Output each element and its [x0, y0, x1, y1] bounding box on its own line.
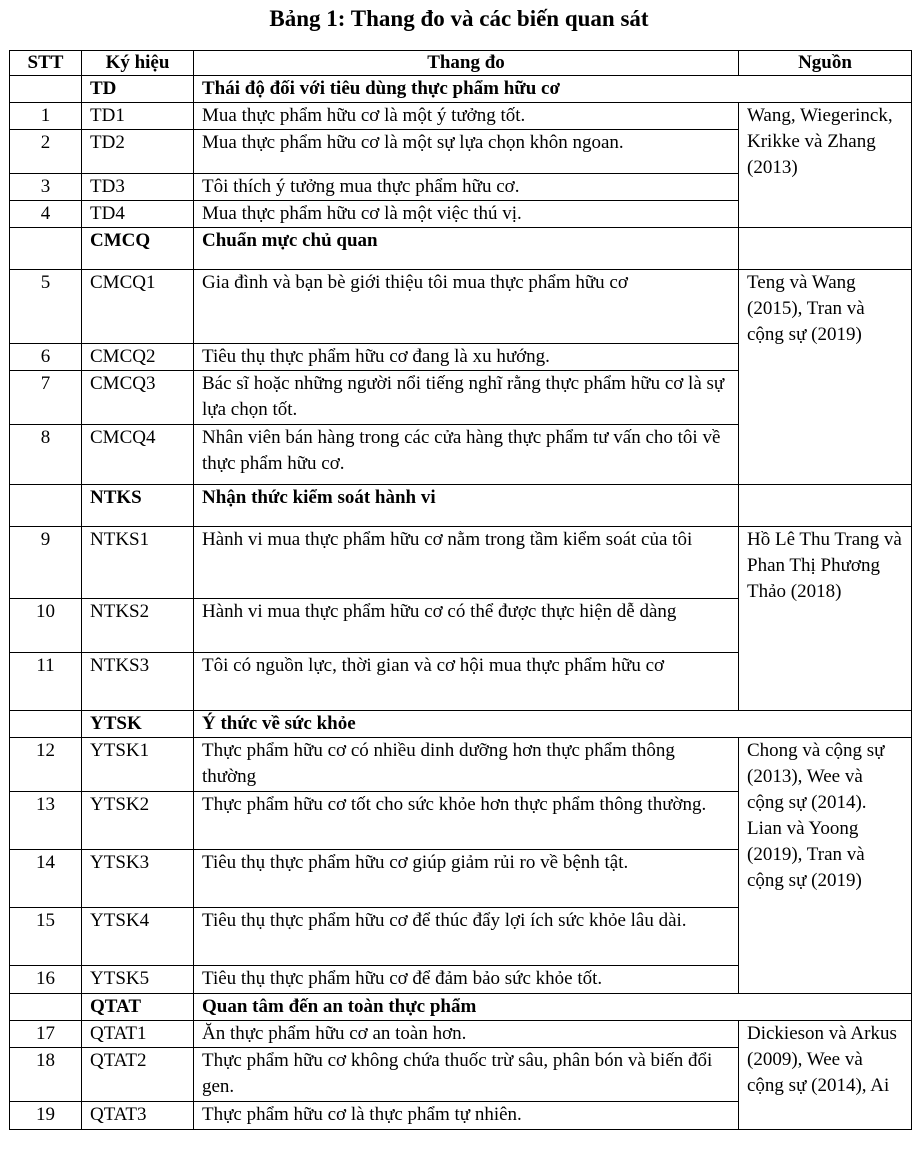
item-text: Thực phẩm hữu cơ tốt cho sức khỏe hơn thực phẩm thông thường.	[194, 792, 739, 850]
item-source: Hồ Lê Thu Trang và Phan Thị Phương Thảo (2018)	[739, 527, 912, 711]
section-stt	[10, 76, 82, 103]
section-row	[10, 994, 912, 1021]
table-row	[10, 1021, 912, 1048]
table-title: Bảng 1: Thang đo và các biến quan sát	[269, 6, 649, 31]
item-text: Tiêu thụ thực phẩm hữu cơ để thúc đẩy lợi ích sức khỏe lâu dài.	[194, 908, 739, 966]
item-text: Tôi thích ý tưởng mua thực phẩm hữu cơ.	[194, 174, 739, 201]
header-scale: Thang đo	[194, 51, 739, 76]
item-text: Tôi có nguồn lực, thời gian và cơ hội mua thực phẩm hữu cơ	[194, 653, 739, 711]
item-text: Bác sĩ hoặc những người nổi tiếng nghĩ rằng thực phẩm hữu cơ là sự lựa chọn tốt.	[194, 371, 739, 425]
item-stt: 10	[10, 599, 82, 653]
section-row	[10, 485, 912, 527]
item-code: QTAT2	[82, 1048, 194, 1102]
section-name: Chuẩn mực chủ quan	[194, 228, 739, 270]
item-text: Thực phẩm hữu cơ không chứa thuốc trừ sâu, phân bón và biến đổi gen.	[194, 1048, 739, 1102]
section-name: Thái độ đối với tiêu dùng thực phẩm hữu cơ	[194, 76, 912, 103]
header-stt: STT	[10, 51, 82, 76]
section-row	[10, 711, 912, 738]
section-code: CMCQ	[82, 228, 194, 270]
item-code: CMCQ4	[82, 425, 194, 485]
section-stt	[10, 994, 82, 1021]
item-stt: 2	[10, 130, 82, 174]
item-code: YTSK2	[82, 792, 194, 850]
item-code: TD2	[82, 130, 194, 174]
section-name: Nhận thức kiểm soát hành vi	[194, 485, 739, 527]
table-row	[10, 527, 912, 599]
item-stt: 11	[10, 653, 82, 711]
item-source: Chong và cộng sự (2013), Wee và cộng sự (2014). Lian và Yoong (2019), Tran và cộng sự (2019)	[739, 738, 912, 994]
item-code: NTKS2	[82, 599, 194, 653]
table-row	[10, 270, 912, 344]
item-text: Tiêu thụ thực phẩm hữu cơ giúp giảm rủi ro về bệnh tật.	[194, 850, 739, 908]
item-code: YTSK5	[82, 966, 194, 994]
item-code: TD1	[82, 103, 194, 130]
item-code: CMCQ2	[82, 344, 194, 371]
item-text: Mua thực phẩm hữu cơ là một ý tưởng tốt.	[194, 103, 739, 130]
item-text: Gia đình và bạn bè giới thiệu tôi mua thực phẩm hữu cơ	[194, 270, 739, 344]
item-stt: 13	[10, 792, 82, 850]
section-row	[10, 228, 912, 270]
header-row	[10, 51, 912, 76]
item-text: Nhân viên bán hàng trong các cửa hàng thực phẩm tư vấn cho tôi về thực phẩm hữu cơ.	[194, 425, 739, 485]
item-stt: 9	[10, 527, 82, 599]
item-code: YTSK1	[82, 738, 194, 792]
item-text: Tiêu thụ thực phẩm hữu cơ để đảm bảo sức khỏe tốt.	[194, 966, 739, 994]
table-body	[10, 76, 912, 1130]
item-stt: 12	[10, 738, 82, 792]
item-code: YTSK3	[82, 850, 194, 908]
header-code: Ký hiệu	[82, 51, 194, 76]
item-text: Tiêu thụ thực phẩm hữu cơ đang là xu hướng.	[194, 344, 739, 371]
item-source: Teng và Wang (2015), Tran và cộng sự (2019)	[739, 270, 912, 485]
section-code: YTSK	[82, 711, 194, 738]
item-code: CMCQ3	[82, 371, 194, 425]
section-code: NTKS	[82, 485, 194, 527]
table-row	[10, 738, 912, 792]
item-stt: 18	[10, 1048, 82, 1102]
item-code: QTAT1	[82, 1021, 194, 1048]
table-row	[10, 103, 912, 130]
item-source: Wang, Wiegerinck, Krikke và Zhang (2013)	[739, 103, 912, 228]
item-text: Hành vi mua thực phẩm hữu cơ có thể được thực hiện dễ dàng	[194, 599, 739, 653]
scale-table	[9, 50, 912, 1130]
item-stt: 17	[10, 1021, 82, 1048]
item-stt: 15	[10, 908, 82, 966]
item-stt: 4	[10, 201, 82, 228]
item-stt: 14	[10, 850, 82, 908]
item-stt: 8	[10, 425, 82, 485]
section-source-empty	[739, 485, 912, 527]
item-stt: 5	[10, 270, 82, 344]
item-code: TD4	[82, 201, 194, 228]
item-code: QTAT3	[82, 1102, 194, 1130]
item-source: Dickieson và Arkus (2009), Wee và cộng sự (2014), Ai	[739, 1021, 912, 1130]
item-stt: 6	[10, 344, 82, 371]
item-text: Mua thực phẩm hữu cơ là một việc thú vị.	[194, 201, 739, 228]
item-code: CMCQ1	[82, 270, 194, 344]
section-code: TD	[82, 76, 194, 103]
item-stt: 3	[10, 174, 82, 201]
item-stt: 1	[10, 103, 82, 130]
item-stt: 19	[10, 1102, 82, 1130]
item-stt: 16	[10, 966, 82, 994]
section-stt	[10, 485, 82, 527]
item-text: Ăn thực phẩm hữu cơ an toàn hơn.	[194, 1021, 739, 1048]
item-code: TD3	[82, 174, 194, 201]
item-text: Mua thực phẩm hữu cơ là một sự lựa chọn khôn ngoan.	[194, 130, 739, 174]
item-code: YTSK4	[82, 908, 194, 966]
section-source-empty	[739, 228, 912, 270]
item-text: Thực phẩm hữu cơ có nhiều dinh dưỡng hơn thực phẩm thông thường	[194, 738, 739, 792]
section-row	[10, 76, 912, 103]
item-code: NTKS3	[82, 653, 194, 711]
item-code: NTKS1	[82, 527, 194, 599]
section-name: Ý thức về sức khỏe	[194, 711, 912, 738]
item-stt: 7	[10, 371, 82, 425]
item-text: Thực phẩm hữu cơ là thực phẩm tự nhiên.	[194, 1102, 739, 1130]
item-text: Hành vi mua thực phẩm hữu cơ nằm trong tầm kiểm soát của tôi	[194, 527, 739, 599]
section-code: QTAT	[82, 994, 194, 1021]
header-source: Nguồn	[739, 51, 912, 76]
section-name: Quan tâm đến an toàn thực phẩm	[194, 994, 912, 1021]
section-stt	[10, 228, 82, 270]
section-stt	[10, 711, 82, 738]
